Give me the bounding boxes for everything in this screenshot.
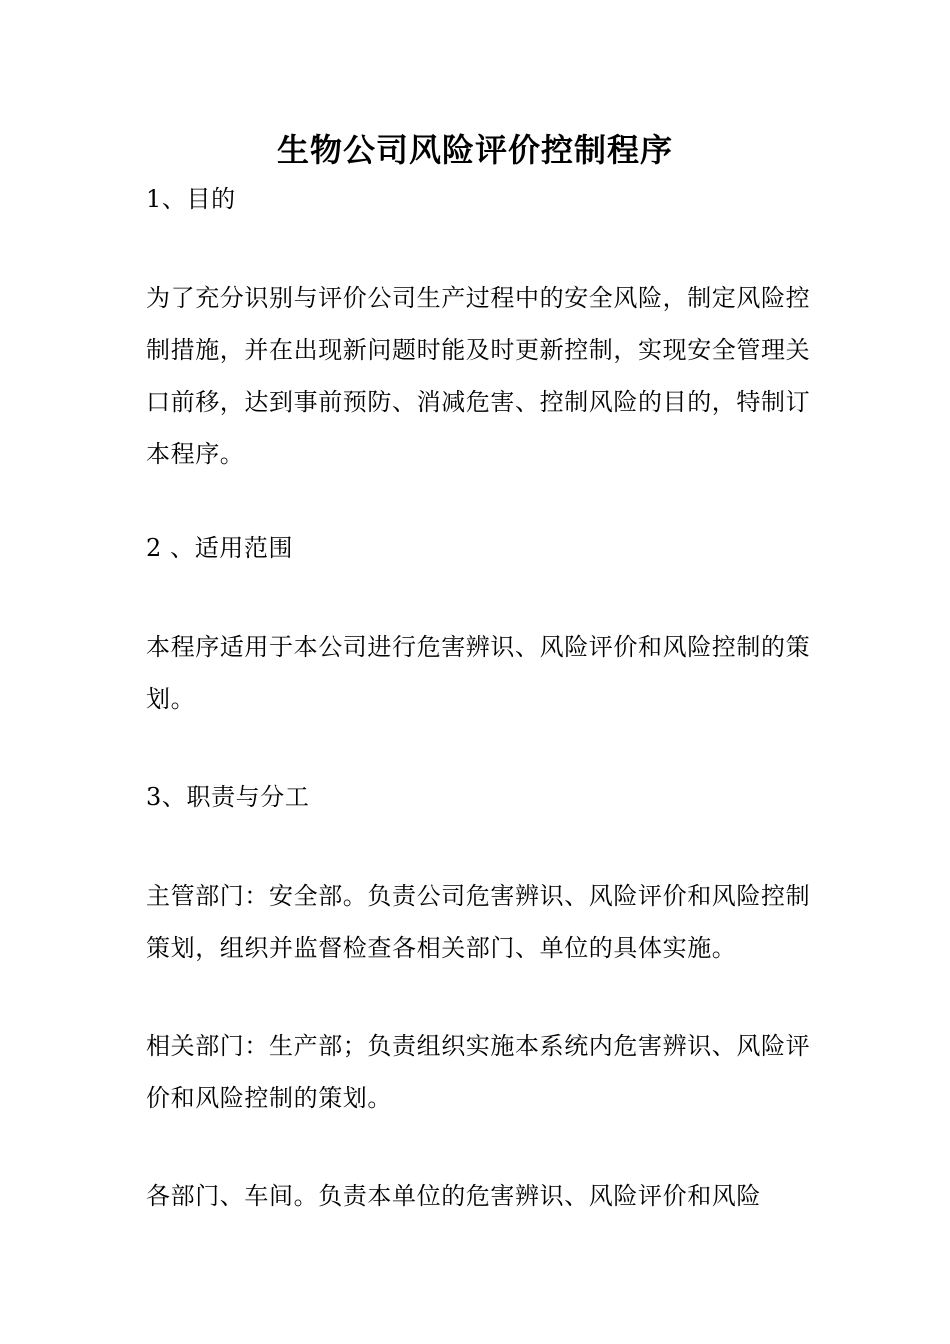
- section-heading-responsibilities: 3、职责与分工: [146, 783, 310, 811]
- paragraph-scope: 本程序适用于本公司进行危害辨识、风险评价和风险控制的策划。: [146, 633, 811, 713]
- section-heading-purpose: 1、目的: [146, 185, 236, 213]
- document-title: 生物公司风险评价控制程序: [276, 131, 673, 169]
- paragraph-workshops: 各部门、车间。负责本单位的危害辨识、风险评价和风险: [146, 1182, 761, 1210]
- section-heading-scope: 2 、适用范围: [146, 534, 294, 562]
- paragraph-main-department: 主管部门：安全部。负责公司危害辨识、风险评价和风险控制策划，组织并监督检查各相关部门、单位的具体实施。: [146, 882, 811, 962]
- paragraph-purpose: 为了充分识别与评价公司生产过程中的安全风险，制定风险控制措施，并在出现新问题时能及时更新控制，实现安全管理关口前移，达到事前预防、消减危害、控制风险的目的，特制订本程序。: [146, 284, 811, 468]
- paragraph-related-department: 相关部门：生产部；负责组织实施本系统内危害辨识、风险评价和风险控制的策划。: [146, 1032, 811, 1112]
